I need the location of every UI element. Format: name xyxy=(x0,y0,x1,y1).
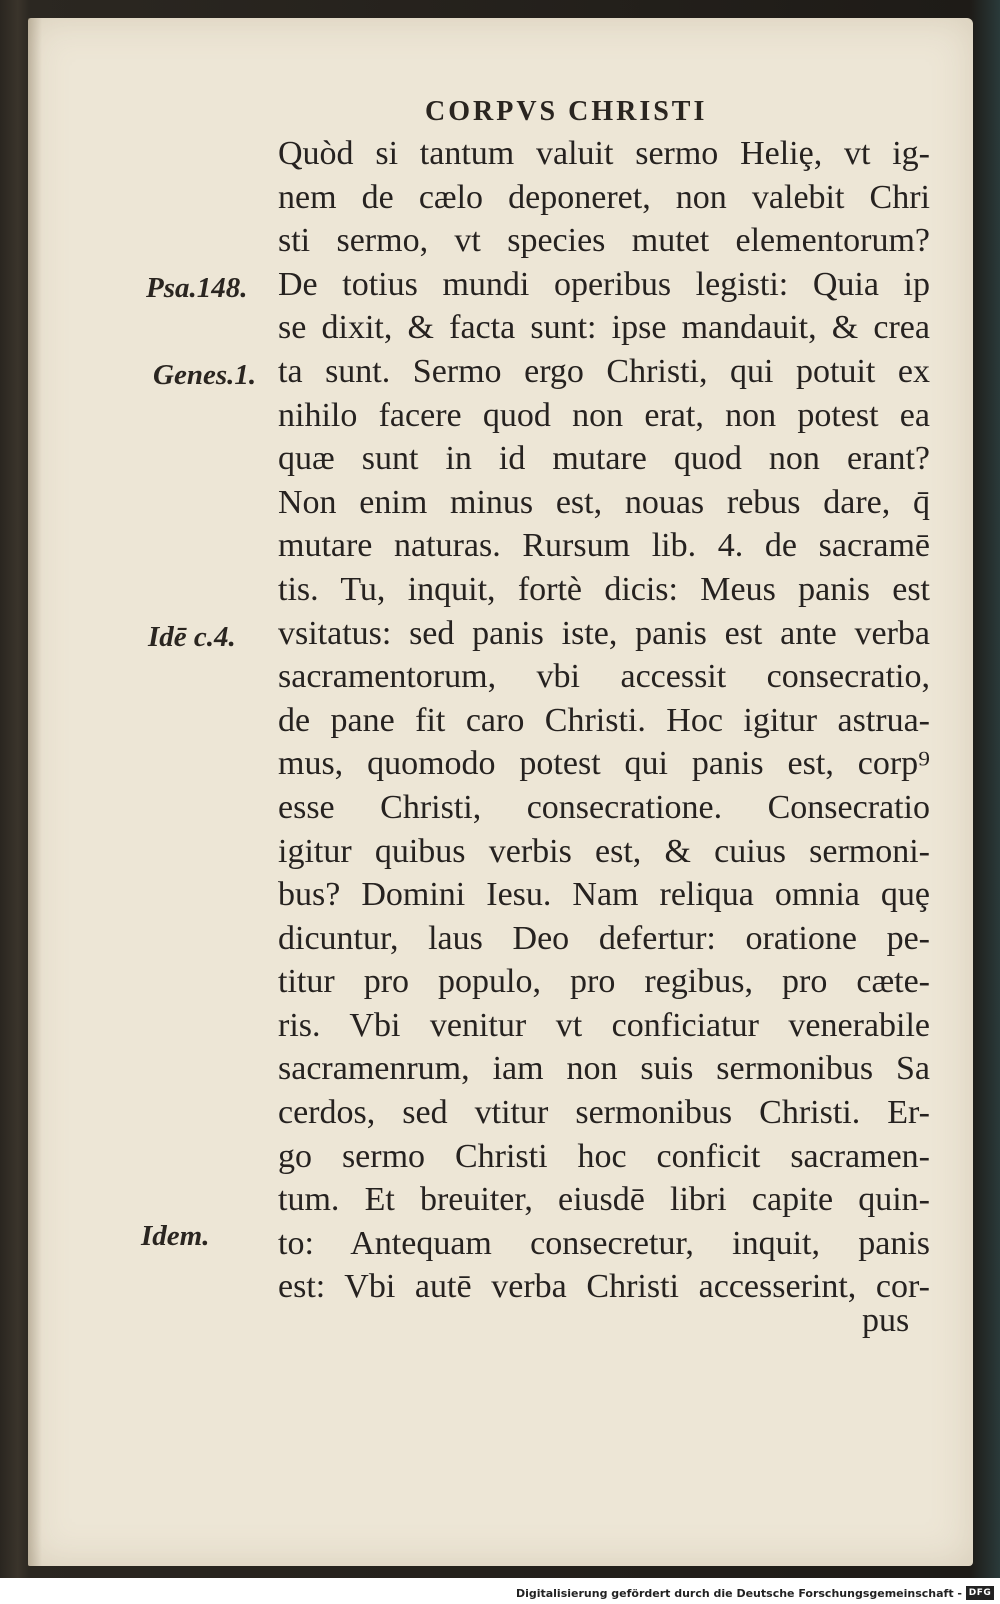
text-line: nem de cælo deponeret, non valebit Chri xyxy=(278,178,930,216)
text-line: Non enim minus est, nouas rebus dare, q̄ xyxy=(278,483,930,521)
text-line: se dixit, & facta sunt: ipse mandauit, & crea xyxy=(278,309,930,347)
digitization-credit: Digitalisierung gefördert durch die Deutsche Forschungsgemeinschaft - xyxy=(515,1587,962,1600)
text-line: mus, quomodo potest qui panis est, corp⁹ xyxy=(278,745,930,783)
text-line: titur pro populo, pro regibus, pro cæte- xyxy=(278,963,930,1001)
marginal-note-psalm: Psa.148. xyxy=(146,272,248,304)
running-head: CORPVS CHRISTI xyxy=(425,96,708,127)
marginal-note-idem-c4: Idē c.4. xyxy=(148,621,236,653)
marginal-note-idem: Idem. xyxy=(141,1220,210,1252)
text-line: nihilo facere quod non erat, non potest ea xyxy=(278,396,930,434)
text-line: tis. Tu, inquit, fortè dicis: Meus panis est xyxy=(278,570,930,608)
text-line: ris. Vbi venitur vt conficiatur venerabile xyxy=(278,1006,930,1044)
text-line: mutare naturas. Rursum lib. 4. de sacramē xyxy=(278,527,930,565)
text-line: cerdos, sed vtitur sermonibus Christi. Er- xyxy=(278,1094,930,1132)
marginal-note-genesis: Genes.1. xyxy=(153,359,257,391)
page-gutter-shadow xyxy=(28,18,42,1566)
text-line: sacramentorum, vbi accessit consecratio, xyxy=(278,658,930,696)
main-text-block xyxy=(278,132,930,1309)
text-line: vsitatus: sed panis iste, panis est ante verba xyxy=(278,614,930,652)
text-line: go sermo Christi hoc conficit sacramen- xyxy=(278,1137,930,1175)
text-line: sacramenrum, iam non suis sermonibus Sa xyxy=(278,1050,930,1088)
text-line: to: Antequam consecretur, inquit, panis xyxy=(278,1224,930,1262)
text-line: De totius mundi operibus legisti: Quia ip xyxy=(278,265,930,303)
text-line: esse Christi, consecratione. Consecratio xyxy=(278,788,930,826)
text-line: Quòd si tantum valuit sermo Heliȩ, vt ig- xyxy=(278,135,930,172)
dfg-logo: DFG xyxy=(966,1586,994,1600)
text-line: quæ sunt in id mutare quod non erant? xyxy=(278,440,930,478)
text-line: de pane fit caro Christi. Hoc igitur astrua- xyxy=(278,701,930,739)
text-line: sti sermo, vt species mutet elementorum? xyxy=(278,222,930,260)
text-line: igitur quibus verbis est, & cuius sermoni- xyxy=(278,832,930,870)
catchword: pus xyxy=(862,1302,910,1339)
text-line: tum. Et breuiter, eiusdē libri capite quin- xyxy=(278,1181,930,1219)
text-line: est: Vbi autē verba Christi accesserint, cor- xyxy=(278,1268,930,1306)
text-line: dicuntur, laus Deo defertur: oratione pe- xyxy=(278,919,930,957)
text-line: bus? Domini Iesu. Nam reliqua omnia quȩ xyxy=(278,876,930,914)
text-line: ta sunt. Sermo ergo Christi, qui potuit ex xyxy=(278,352,930,390)
